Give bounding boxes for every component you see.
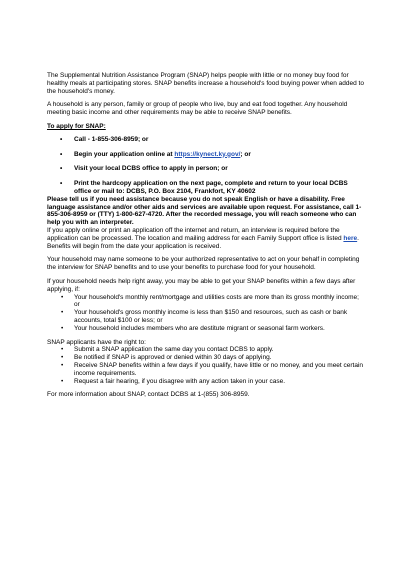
bullet: •: [61, 377, 64, 385]
authorized-representative-paragraph: Your household may name someone to be your authorized representative to act on your behalf in completing the interview for SNAP benefits and to use your benefits to purchase food for your household.: [47, 256, 360, 272]
rights-lead-paragraph: SNAP applicants have the right to:: [47, 338, 146, 346]
bullet: •: [61, 361, 64, 369]
contact-paragraph: For more information about SNAP, contact DCBS at 1-(855) 306-8959.: [47, 391, 250, 399]
apply-by-mail-item: • Print the hardcopy application on the next page, complete and return to your local DCBS office or mail to: DCBS, P.O. Box 2104, Frankfort, KY 40602: [60, 180, 348, 195]
bullet: •: [61, 293, 64, 301]
bullet: •: [60, 180, 63, 188]
apply-online-item: • Begin your application online at https://kynect.ky.gov/; or: [60, 150, 251, 158]
list-item: • Be notified if SNAP is approved or denied within 30 days of applying.: [61, 354, 272, 362]
list-item: • Your household's monthly rent/mortgage and utilities costs are more than its gross monthly income; or: [61, 293, 359, 309]
bullet: •: [60, 165, 63, 173]
intro-paragraph: The Supplemental Nutrition Assistance Program (SNAP) helps people with little or no money buy food for healthy meals at participating stores. SNAP benefits increase a household's food buying power when added to the household's money.: [47, 72, 364, 95]
apply-in-person-item: • Visit your local DCBS office to apply in person; or: [60, 165, 228, 173]
bullet: •: [61, 309, 64, 317]
office-list-link[interactable]: here: [343, 234, 358, 242]
apply-methods-list: [47, 136, 365, 196]
list-item: • Your household includes members who are destitute migrant or seasonal farm workers.: [61, 324, 325, 332]
bullet: •: [61, 324, 64, 332]
expedited-lead-paragraph: If your household needs help right away, you may be able to get your SNAP benefits within a few days after applying, if:: [47, 277, 356, 293]
list-item: • Your household's gross monthly income is less than $150 and resources, such as cash or bank accounts, total $100 or less; or: [61, 309, 348, 324]
bullet: •: [61, 354, 64, 362]
document-body: [47, 72, 365, 399]
interview-paragraph: If you apply online or print an application off the internet and return, an interview is required before the application can be processed. The location and mailing address for each Family Support office is listed here. Benefits will begin from the date your application is received.: [47, 226, 359, 250]
list-item: • Submit a SNAP application the same day you contact DCBS to apply.: [61, 346, 274, 354]
list-item: • Request a fair hearing, if you disagree with any action taken in your case.: [61, 377, 286, 385]
bullet: •: [61, 346, 64, 354]
language-assistance-paragraph: Please tell us if you need assistance because you do not speak English or have a disability. Free language assistance and/or other aids and services are available upon request. For assistance, call 1-855-306-8959 or (TTY) 1-800-627-4720. After the recorded message, you will reach someone who can help you with an interpreter.: [47, 195, 362, 227]
applicant-rights-list: [47, 346, 365, 385]
apply-heading: To apply for SNAP:: [47, 122, 106, 130]
expedited-criteria-list: [47, 294, 365, 333]
apply-by-phone-item: • Call - 1-855-306-8959; or: [60, 135, 149, 143]
household-definition-paragraph: A household is any person, family or group of people who live, buy and eat food together. Any household meeting basic income and other requirements may be able to receive SNAP benefits.: [47, 101, 348, 117]
bullet: •: [60, 150, 63, 158]
bullet: •: [60, 135, 63, 143]
list-item: • Receive SNAP benefits within a few days if you qualify, have little or no money, and you meet certain income requirements.: [61, 361, 364, 377]
kynect-link[interactable]: https://kynect.ky.gov/: [174, 150, 241, 158]
